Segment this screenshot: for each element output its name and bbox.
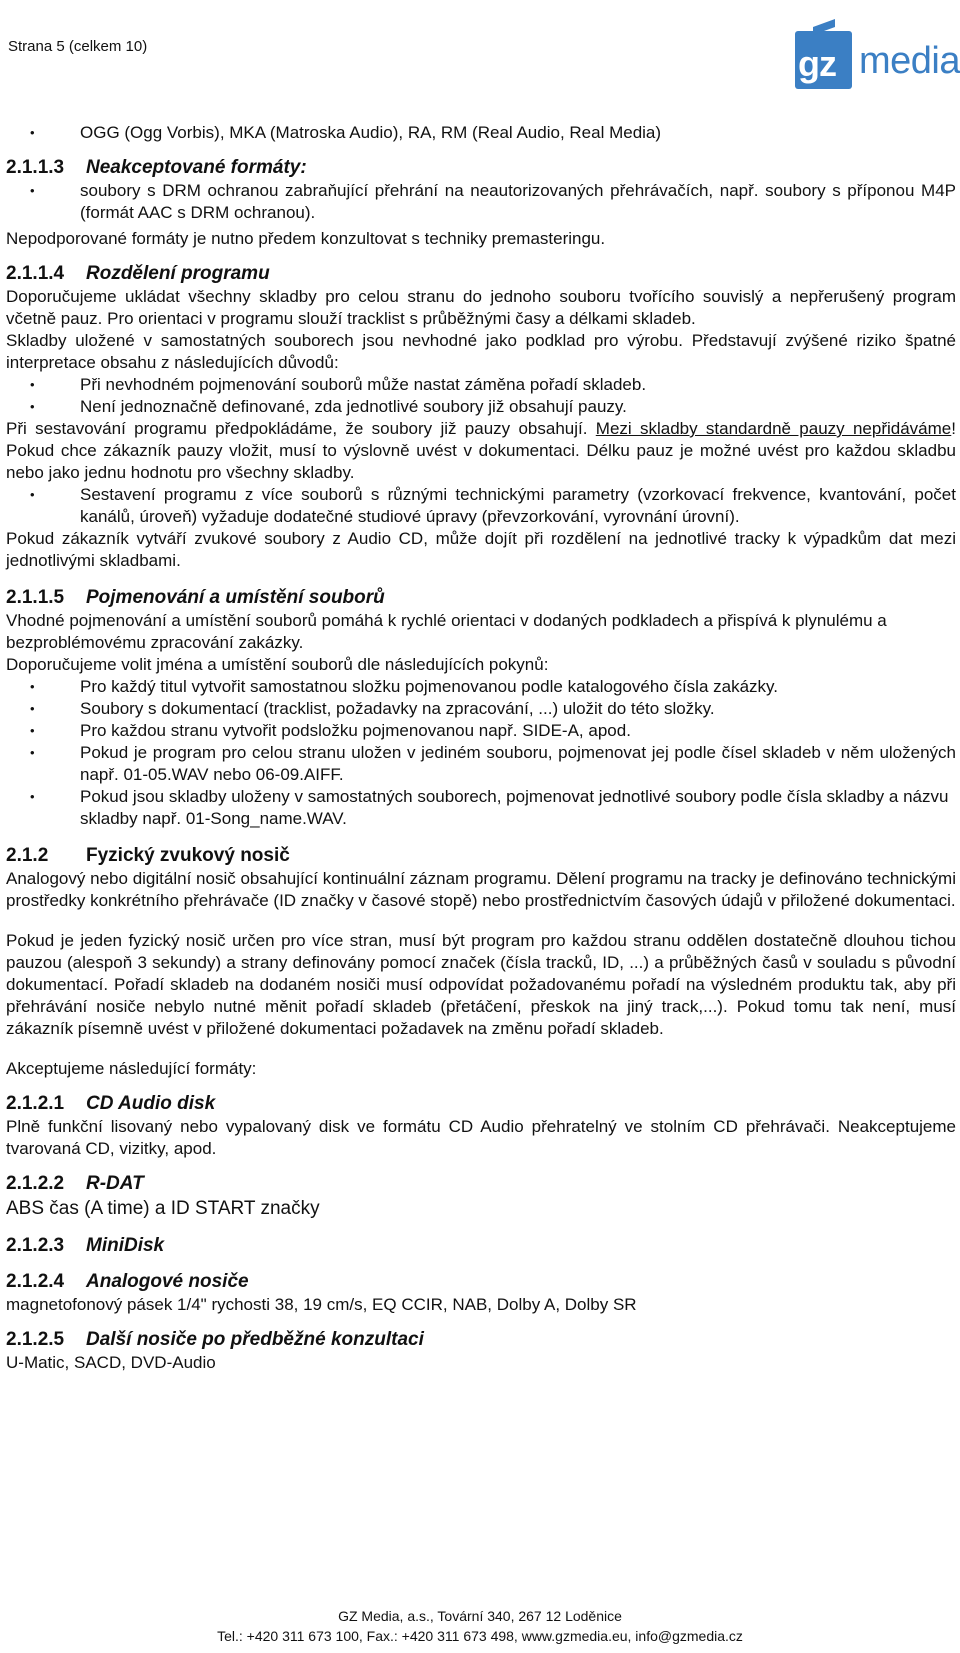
section-heading-2-1-2-3: 2.1.2.3 MiniDisk bbox=[6, 1235, 165, 1256]
bullet-item: • OGG (Ogg Vorbis), MKA (Matroska Audio), RA, RM (Real Audio, Real Media) bbox=[6, 122, 956, 144]
paragraph: Analogový nebo digitální nosič obsahující kontinuální záznam programu. Dělení programu na tracky je definováno technickými prostředky konkrétního přehrávače (ID značky v časové stopě) nebo prostřednictvím časových údajů v přiložené dokumentaci. bbox=[6, 869, 956, 910]
document-body bbox=[6, 122, 956, 1374]
bullet-item: • Soubory s dokumentací (tracklist, požadavky na zpracování, ...) uložit do této složky. bbox=[6, 698, 956, 720]
bullet-item: • Pro každý titul vytvořit samostatnou složku pojmenovanou podle katalogového čísla zakázky. bbox=[6, 676, 956, 698]
paragraph: Vhodné pojmenování a umístění souborů pomáhá k rychlé orientaci v dodaných podkladech a přispívá k plynulému a bezproblémovému zpracování zakázky. bbox=[6, 611, 887, 652]
paragraph: Doporučujeme volit jména a umístění souborů dle následujících pokynů: bbox=[6, 655, 549, 674]
paragraph: Pokud zákazník vytváří zvukové soubory z Audio CD, může dojít při rozdělení na jednotlivé tracky k výpadkům dat mezi jednotlivými skladbami. bbox=[6, 529, 956, 570]
section-heading-2-1-1-4: 2.1.1.4 Rozdělení programu bbox=[6, 263, 270, 284]
bullet-item: • Při nevhodném pojmenování souborů může nastat záměna pořadí skladeb. bbox=[6, 374, 956, 396]
section-heading-2-1-2-1: 2.1.2.1 CD Audio disk bbox=[6, 1093, 216, 1114]
logo-text-media: media bbox=[859, 40, 960, 82]
paragraph: magnetofonový pásek 1/4" rychosti 38, 19 cm/s, EQ CCIR, NAB, Dolby A, Dolby SR bbox=[6, 1295, 637, 1314]
bullet-item: • soubory s DRM ochranou zabraňující přehrání na neautorizovaných přehrávačích, např. soubory s příponou M4P (formát AAC s DRM ochranou). bbox=[6, 180, 956, 224]
paragraph: Skladby uložené v samostatných souborech jsou nevhodné jako podklad pro výrobu. Představují zvýšené riziko špatné interpretace obsahu z následujících důvodů: bbox=[6, 331, 956, 372]
section-heading-2-1-2: 2.1.2 Fyzický zvukový nosič bbox=[6, 845, 290, 866]
section-heading-2-1-2-4: 2.1.2.4 Analogové nosiče bbox=[6, 1271, 249, 1292]
page-number-label: Strana 5 (celkem 10) bbox=[8, 38, 148, 55]
bullet-item: • Není jednoznačně definované, zda jednotlivé soubory již obsahují pauzy. bbox=[6, 396, 956, 418]
page-footer bbox=[0, 1606, 960, 1646]
underlined-text: Mezi skladby standardně pauzy nepřidáváme bbox=[595, 419, 952, 438]
paragraph: Při sestavování programu předpokládáme, že soubory již pauzy obsahují. Mezi skladby standardně pauzy nepřidáváme! Pokud chce zákazník pauzy vložit, musí to výslovně uvést v dokumentaci. Délku pauz je možné uvést pro každou skladbu nebo jako jednu hodnotu pro všechny skladby. bbox=[6, 419, 956, 482]
section-heading-2-1-1-3: 2.1.1.3 Neakceptované formáty: bbox=[6, 157, 307, 178]
gz-media-logo bbox=[795, 26, 960, 96]
footer-contacts: Tel.: +420 311 673 100, Fax.: +420 311 673 498, www.gzmedia.eu, info@gzmedia.cz bbox=[217, 1628, 743, 1644]
logo-mark bbox=[795, 31, 852, 89]
bullet-item: • Pro každou stranu vytvořit podsložku pojmenovanou např. SIDE-A, apod. bbox=[6, 720, 956, 742]
section-heading-2-1-2-2: 2.1.2.2 R-DAT bbox=[6, 1173, 144, 1194]
bullet-item: • Sestavení programu z více souborů s různými technickými parametry (vzorkovací frekvence, kvantování, počet kanálů, úroveň) vyžaduje dodatečné studiové úpravy (převzorkování, vyrovnání úrovní). bbox=[6, 484, 956, 528]
paragraph: Doporučujeme ukládat všechny skladby pro celou stranu do jednoho souboru tvořícího souvislý a nepřerušený program včetně pauz. Pro orientaci v programu slouží tracklist s průběžnými časy a délkami skladeb. bbox=[6, 287, 956, 328]
footer-address: GZ Media, a.s., Tovární 340, 267 12 Loděnice bbox=[338, 1608, 622, 1624]
section-heading-2-1-1-5: 2.1.1.5 Pojmenování a umístění souborů bbox=[6, 587, 385, 608]
section-heading-2-1-2-5: 2.1.2.5 Další nosiče po předběžné konzultaci bbox=[6, 1329, 424, 1350]
logo-text-gz: gz bbox=[798, 43, 836, 84]
paragraph: U-Matic, SACD, DVD-Audio bbox=[6, 1353, 216, 1372]
paragraph: Nepodporované formáty je nutno předem konzultovat s techniky premasteringu. bbox=[6, 229, 606, 248]
bullet-item: • Pokud je program pro celou stranu uložen v jediném souboru, pojmenovat jej podle čísel skladeb v něm uložených např. 01-05.WAV nebo 06-09.AIFF. bbox=[6, 742, 956, 786]
bullet-item: • Pokud jsou skladby uloženy v samostatných souborech, pojmenovat jednotlivé soubory podle čísla skladby a názvu skladby např. 01-Song_name.WAV. bbox=[6, 786, 956, 830]
paragraph: Akceptujeme následující formáty: bbox=[6, 1059, 257, 1078]
paragraph: ABS čas (A time) a ID START značky bbox=[6, 1198, 320, 1219]
paragraph: Pokud je jeden fyzický nosič určen pro více stran, musí být program pro každou stranu oddělen dostatečně dlouhou tichou pauzou (alespoň 3 sekundy) a strany definovány pomocí značek (čísla tracků, ID, ...) a průběžných časů v souladu s původní dokumentací. Pořadí skladeb na dodaném nosiči musí odpovídat požadovanému pořadí na výsledném produktu tak, aby při přehrávání nosiče nebylo nutné měnit pořadí skladeb (přetáčení, přeskok na jiný track,...). Pokud tomu tak není, musí zákazník písemně uvést v přiložené dokumentaci požadavek na změnu pořadí skladeb. bbox=[6, 931, 956, 1038]
paragraph: Plně funkční lisovaný nebo vypalovaný disk ve formátu CD Audio přehratelný ve stolním CD přehrávači. Neakceptujeme tvarovaná CD, vizitky, apod. bbox=[6, 1117, 956, 1158]
